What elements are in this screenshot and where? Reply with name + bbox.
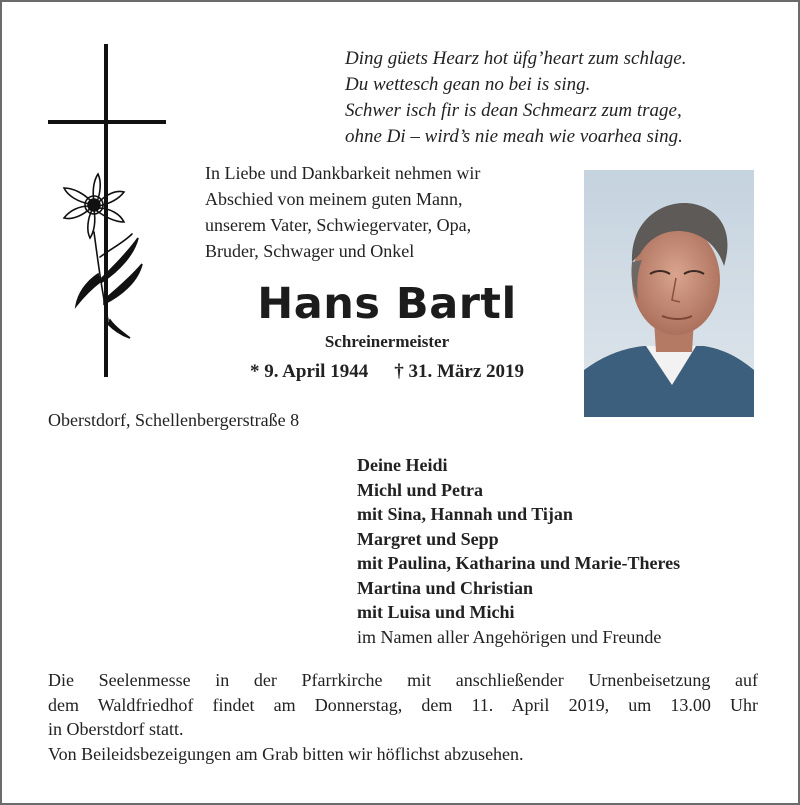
notice-line: Von Beileidsbezeigungen am Grab bitten wir höflichst abzusehen. bbox=[48, 743, 524, 764]
mourner-line: Deine Heidi bbox=[357, 455, 448, 475]
poem-line: Schwer isch fir is dean Schmearz zum trage, bbox=[345, 100, 682, 121]
mourner-line: mit Paulina, Katharina und Marie-Theres bbox=[357, 553, 681, 573]
mourner-line: mit Sina, Hannah und Tijan bbox=[357, 504, 573, 524]
intro-line: unserem Vater, Schwiegervater, Opa, bbox=[205, 215, 472, 235]
intro-line: Bruder, Schwager und Onkel bbox=[205, 241, 415, 261]
poem-line: Du wettesch gean no bei is sing. bbox=[345, 74, 591, 95]
family-address: Oberstdorf, Schellenbergerstraße 8 bbox=[48, 410, 300, 430]
mourner-line: Martina und Christian bbox=[357, 577, 534, 598]
deceased-name: Hans Bartl bbox=[257, 279, 517, 329]
notice-line: Die Seelenmesse in der Pfarrkirche mit anschließender Urnenbeisetzung auf bbox=[48, 670, 758, 690]
death-date: † 31. März 2019 bbox=[394, 361, 525, 382]
portrait-photo bbox=[584, 170, 754, 417]
birth-date: * 9. April 1944 bbox=[249, 361, 369, 382]
poem-line: ohne Di – wird’s nie meah wie voarhea sing. bbox=[345, 126, 683, 147]
mourners-closing: im Namen aller Angehörigen und Freunde bbox=[357, 626, 662, 647]
intro-line: Abschied von meinem guten Mann, bbox=[205, 189, 463, 209]
mourner-line: Michl und Petra bbox=[357, 479, 483, 500]
notice-line: dem Waldfriedhof findet am Donnerstag, dem 11. April 2019, um 13.00 Uhr bbox=[48, 694, 758, 715]
poem bbox=[345, 46, 785, 150]
mourner-line: mit Luisa und Michi bbox=[357, 602, 515, 622]
mourners-list bbox=[357, 453, 777, 649]
funeral-notice bbox=[48, 668, 768, 766]
intro-line: In Liebe und Dankbarkeit nehmen wir bbox=[205, 163, 481, 183]
mourner-line: Margret und Sepp bbox=[357, 528, 499, 549]
deceased-profession: Schreinermeister bbox=[324, 332, 450, 351]
cross-icon bbox=[42, 42, 182, 382]
intro-text bbox=[205, 160, 585, 264]
life-dates bbox=[202, 359, 572, 385]
poem-line: Ding güets Hearz hot üfg’heart zum schlage. bbox=[345, 48, 687, 69]
edelweiss-icon bbox=[64, 174, 142, 338]
notice-line: in Oberstdorf statt. bbox=[48, 719, 184, 739]
